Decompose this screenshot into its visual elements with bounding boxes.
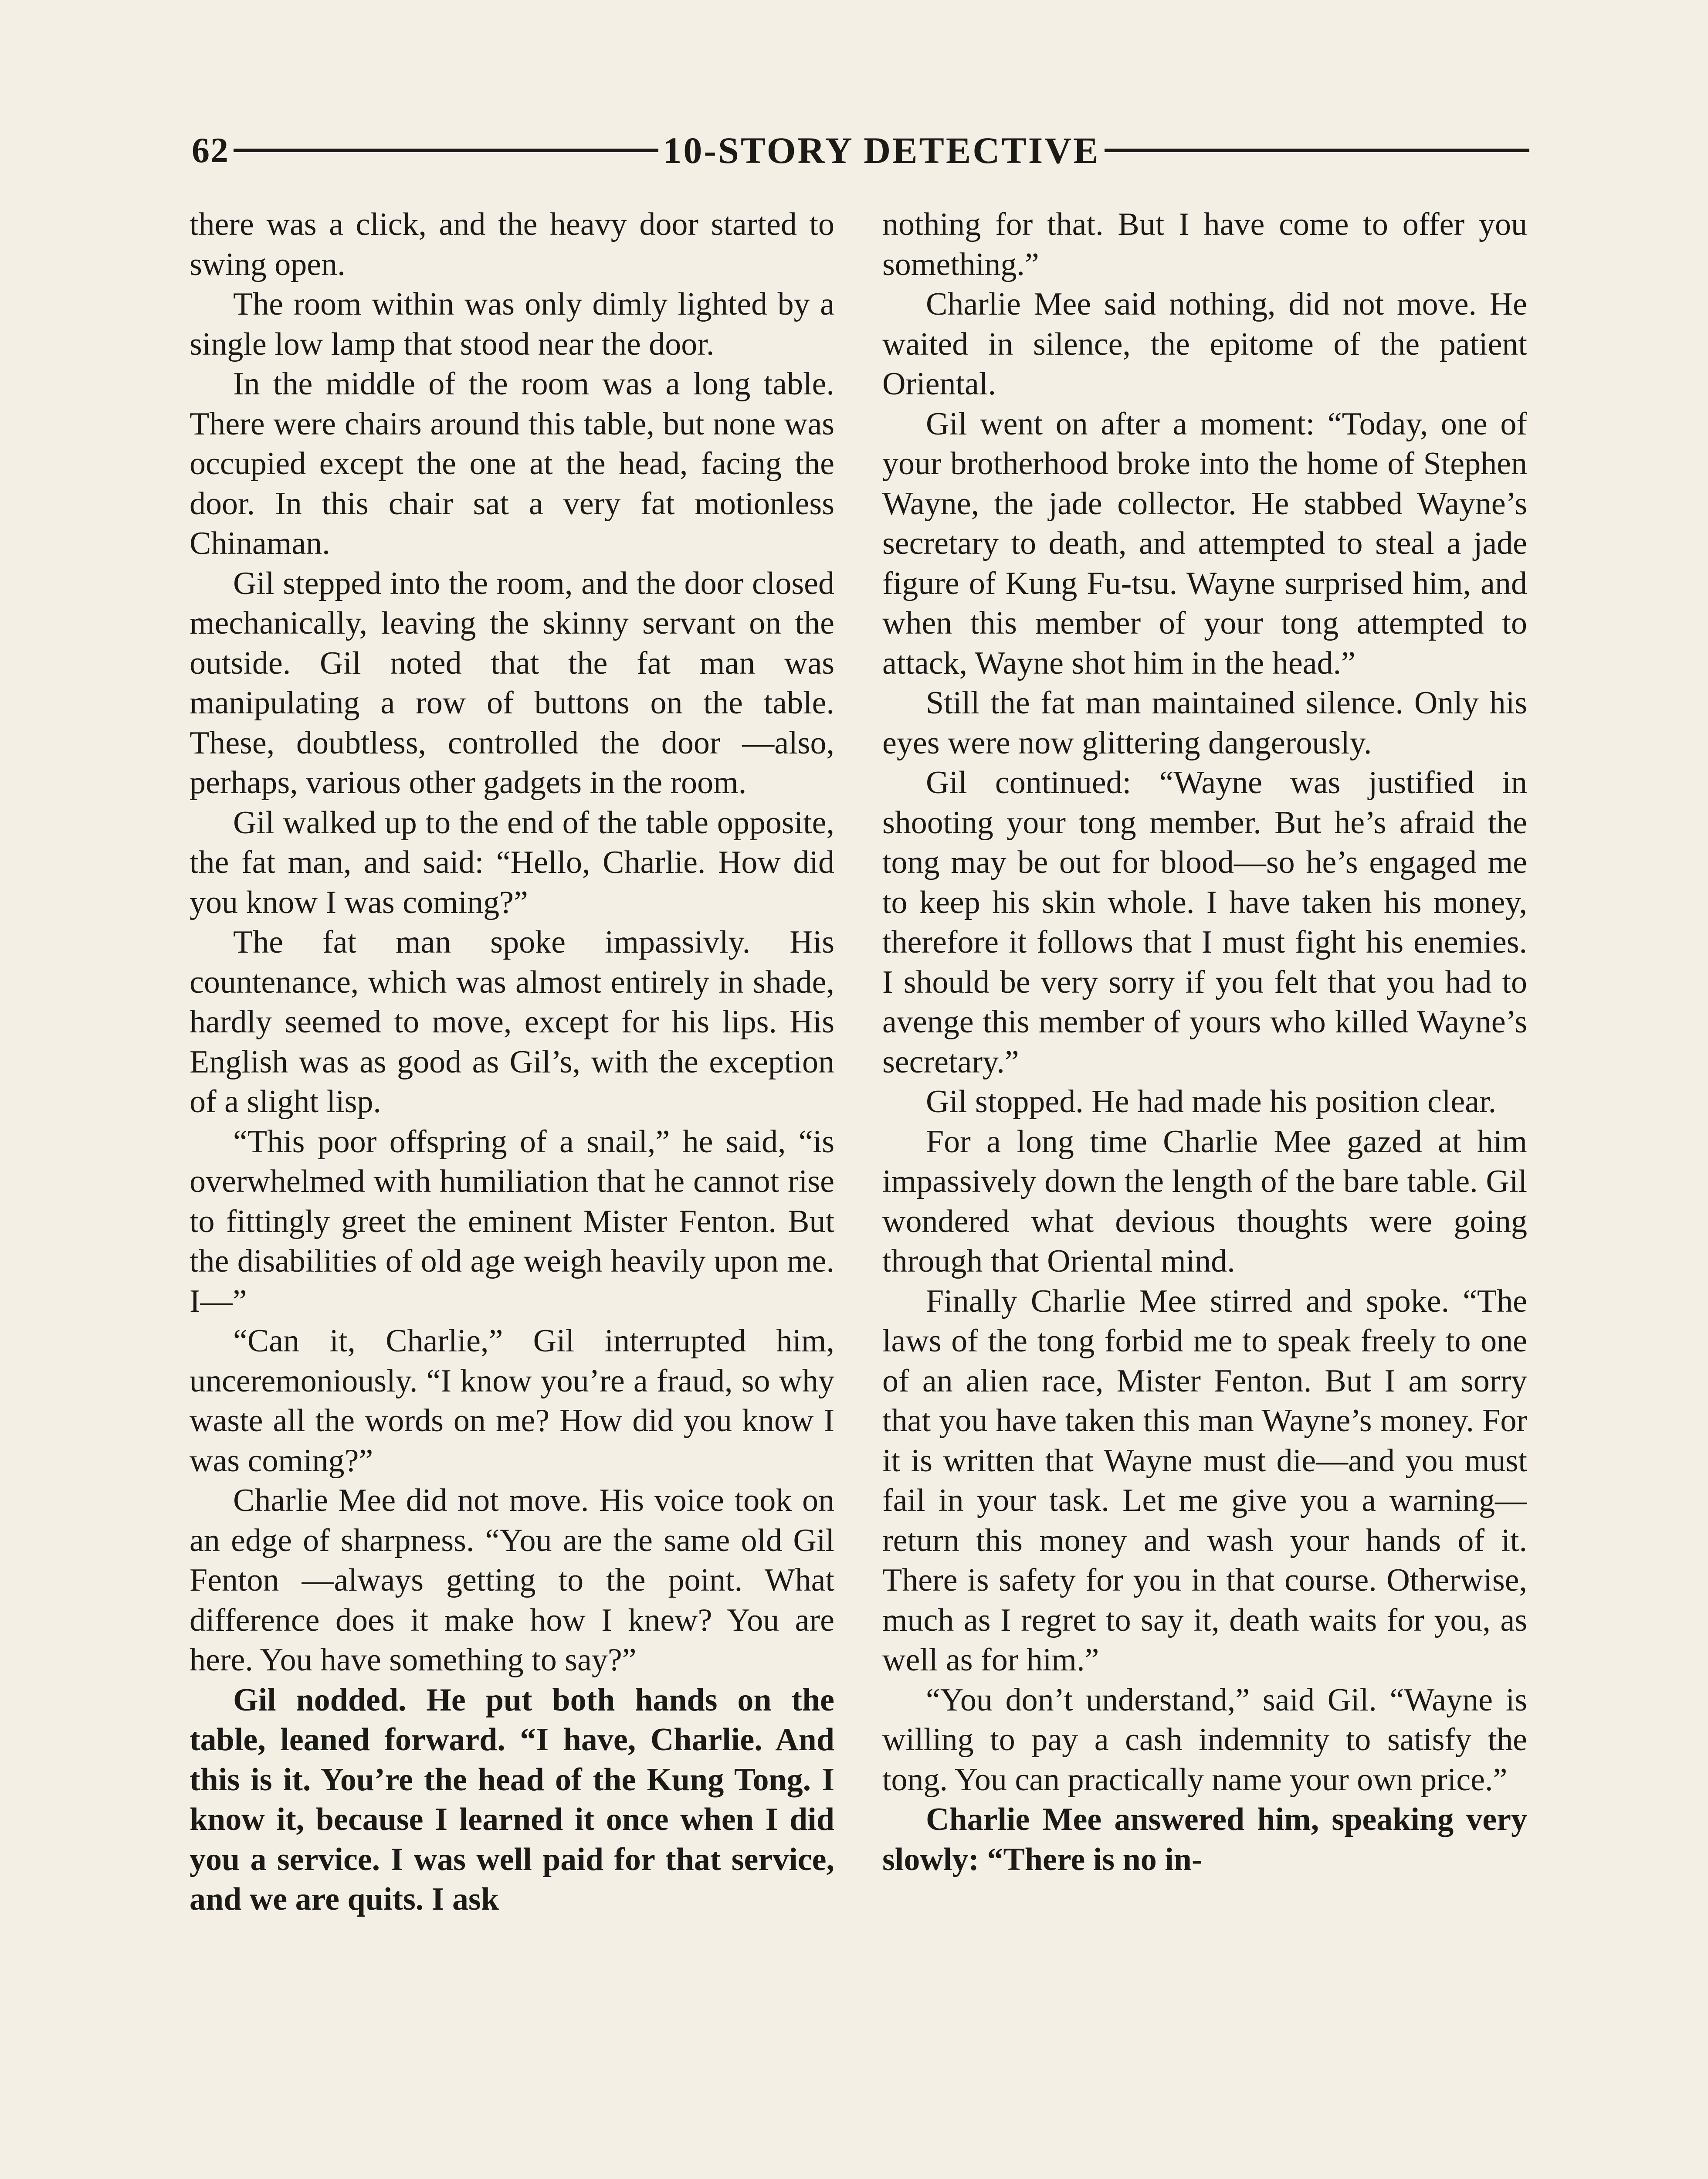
paragraph: The room within was only dimly lighted by a single low lamp that stood near the door. [190,286,834,362]
paragraph: Gil continued: “Wayne was justified in shooting your tong member. But he’s afraid the tong may be out for blood—so he’s engaged me to keep his skin whole. I have taken his money, therefore it follows that I must fight his enemies. I should be very sorry if you felt that you had to avenge this member of yours who killed Wayne’s secretary.” [882,765,1527,1080]
paragraph: For a long time Charlie Mee gazed at him impassively down the length of the bare table. Gil wondered what devious thoughts were going through that Oriental mind. [882,1123,1527,1279]
paragraph: Gil walked up to the end of the table opposite, the fat man, and said: “Hello, Charlie. How did you know I was coming?” [190,804,834,920]
paragraph: Gil nodded. He put both hands on the table, leaned forward. “I have, Charlie. And this is it. You’re the head of the Kung Tong. I know it, because I learned it once when I did you a service. I was well paid for that service, and we are quits. I ask [190,1682,834,1917]
paragraph: Charlie Mee said nothing, did not move. He waited in silence, the epitome of the patient Oriental. [882,286,1527,402]
header-rule-left [234,149,658,152]
paragraph: The fat man spoke impassivly. His countenance, which was almost entirely in shade, hardly seemed to move, except for his lips. His English was as good as Gil’s, with the exception of a slight lisp. [190,924,834,1120]
paragraph: there was a click, and the heavy door started to swing open. [190,207,834,282]
paragraph: Still the fat man maintained silence. Only his eyes were now glittering dangerously. [882,685,1527,761]
header-rule-right [1105,149,1529,152]
paragraph: “You don’t understand,” said Gil. “Wayne is willing to pay a cash indemnity to satisfy the tong. You can practically name your own price.” [882,1682,1527,1798]
paragraph: Charlie Mee did not move. His voice took on an edge of sharpness. “You are the same old Gil Fenton —always getting to the point. What difference does it make how I knew? You are here. You have something to say?” [190,1483,834,1678]
paragraph: Charlie Mee answered him, speaking very slowly: “There is no in- [882,1802,1527,1877]
paragraph: nothing for that. But I have come to offer you something.” [882,207,1527,282]
paragraph: Gil went on after a moment: “Today, one of your brotherhood broke into the home of Stephen Wayne, the jade collector. He stabbed Wayne’s secretary to death, and attempted to steal a jade figure of Kung Fu-tsu. Wayne surprised him, and when this member of your tong attempted to attack, Wayne shot him in the head.” [882,406,1527,681]
paragraph: “This poor offspring of a snail,” he said, “is overwhelmed with humiliation that he cannot rise to fittingly greet the eminent Mister Fenton. But the disabilities of old age weigh heavily upon me. I—” [190,1123,834,1319]
paragraph: In the middle of the room was a long table. There were chairs around this table, but none was occupied except the one at the head, facing the door. In this chair sat a very fat motionless Chinaman. [190,366,834,561]
magazine-title: 10-STORY DETECTIVE [663,129,1100,171]
paragraph: “Can it, Charlie,” Gil interrupted him, unceremoniously. “I know you’re a fraud, so why waste all the words on me? How did you know I was coming?” [190,1323,834,1479]
paragraph: Gil stopped. He had made his position clear. [926,1084,1497,1120]
paragraph: Finally Charlie Mee stirred and spoke. “The laws of the tong forbid me to speak freely to one of an alien race, Mister Fenton. But I am sorry that you have taken this man Wayne’s money. For it is written that Wayne must die—and you must fail in your task. Let me give you a warning—return this money and wash your hands of it. There is safety for you in that course. Otherwise, much as I regret to say it, death waits for you, as well as for him.” [882,1283,1527,1678]
running-header [192,126,1529,174]
right-text-column [882,205,1527,2179]
page-number: 62 [192,130,229,170]
paragraph: Gil stepped into the room, and the door closed mechanically, leaving the skinny servant on the outside. Gil noted that the fat man was manipulating a row of buttons on the table. These, doubtless, controlled the door —also, perhaps, various other gadgets in the room. [190,565,834,801]
left-text-column [190,205,834,2179]
